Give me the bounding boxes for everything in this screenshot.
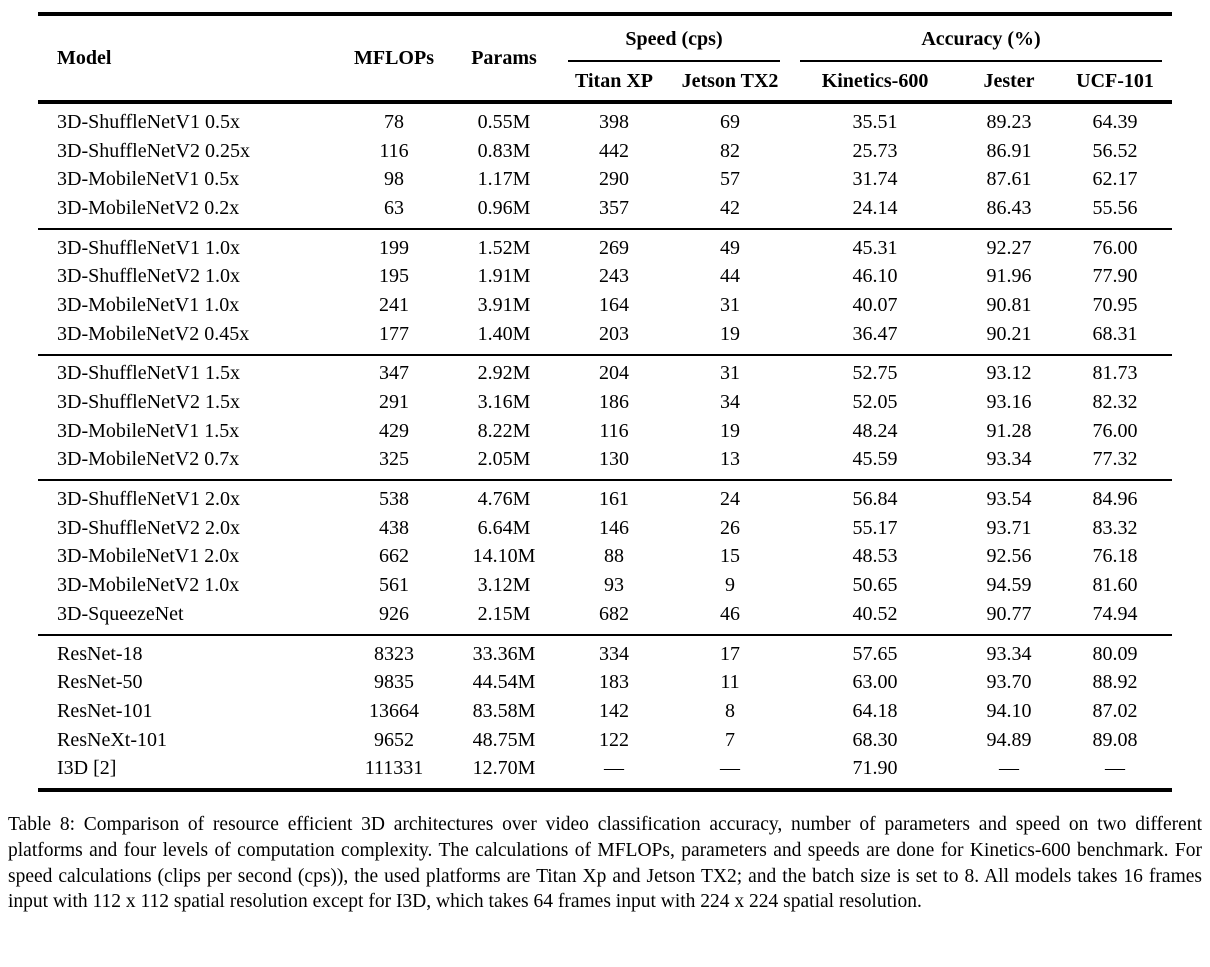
model-cell: 3D-ShuffleNetV2 0.25x (57, 139, 250, 162)
value-cell: 347 (379, 362, 409, 385)
value-cell: 86.43 (986, 196, 1032, 219)
model-cell: 3D-MobileNetV1 2.0x (57, 545, 240, 568)
value-cell: 45.59 (852, 448, 898, 471)
value-cell: 19 (720, 322, 740, 345)
value-cell: 1.40M (477, 322, 531, 345)
value-cell: 93 (604, 574, 624, 597)
row-group (38, 635, 1172, 790)
value-cell: 26 (720, 516, 740, 539)
value-cell: 63 (384, 196, 404, 219)
value-cell: 25.73 (852, 139, 898, 162)
value-cell: 241 (379, 293, 409, 316)
value-cell: 87.02 (1092, 699, 1138, 722)
value-cell: — (720, 757, 740, 780)
value-cell: 90.21 (986, 322, 1032, 345)
table-row (38, 388, 1172, 417)
model-cell: 3D-MobileNetV1 1.0x (57, 293, 240, 316)
header-group-accuracy (790, 14, 1172, 62)
value-cell: 9652 (374, 728, 414, 751)
value-cell: 88 (604, 545, 624, 568)
value-cell: 398 (599, 110, 629, 133)
value-cell: 9835 (374, 671, 414, 694)
value-cell: 3.12M (477, 574, 531, 597)
value-cell: 92.27 (986, 236, 1032, 259)
value-cell: 77.32 (1092, 448, 1138, 471)
value-cell: 93.34 (986, 448, 1032, 471)
value-cell: 68.31 (1092, 322, 1138, 345)
value-cell: 93.54 (986, 488, 1032, 511)
value-cell: 12.70M (472, 757, 536, 780)
value-cell: 2.92M (477, 362, 531, 385)
table-row (38, 600, 1172, 635)
row-group (38, 480, 1172, 634)
value-cell: 290 (599, 168, 629, 191)
table-row (38, 194, 1172, 229)
value-cell: 538 (379, 488, 409, 511)
value-cell: 36.47 (852, 322, 898, 345)
value-cell: 35.51 (852, 110, 898, 133)
model-cell: ResNet-101 (57, 699, 153, 722)
value-cell: 89.08 (1092, 728, 1138, 751)
value-cell: 82 (720, 139, 740, 162)
value-cell: 57 (720, 168, 740, 191)
value-cell: 116 (379, 139, 409, 162)
value-cell: 111331 (364, 757, 424, 780)
value-cell: 45.31 (852, 236, 898, 259)
value-cell: 6.64M (477, 516, 531, 539)
value-cell: 1.91M (477, 265, 531, 288)
model-cell: 3D-MobileNetV2 0.45x (57, 322, 250, 345)
model-cell: 3D-MobileNetV2 0.2x (57, 196, 240, 219)
table-row (38, 754, 1172, 790)
table-row (38, 726, 1172, 755)
value-cell: 24 (720, 488, 740, 511)
value-cell: 52.75 (852, 362, 898, 385)
value-cell: 0.96M (477, 196, 531, 219)
value-cell: 82.32 (1092, 391, 1138, 414)
table-row (38, 571, 1172, 600)
table-row (38, 635, 1172, 669)
value-cell: 186 (599, 391, 629, 414)
value-cell: 11 (720, 671, 740, 694)
value-cell: 91.96 (986, 265, 1032, 288)
value-cell: 42 (720, 196, 740, 219)
header-kinetics-600: Kinetics-600 (821, 69, 929, 92)
value-cell: 55.17 (852, 516, 898, 539)
value-cell: 48.53 (852, 545, 898, 568)
table-row (38, 514, 1172, 543)
header-params: Params (471, 46, 537, 69)
value-cell: 0.55M (477, 110, 531, 133)
value-cell: 17 (720, 642, 740, 665)
value-cell: 48.75M (472, 728, 536, 751)
value-cell: 76.18 (1092, 545, 1138, 568)
model-cell: 3D-MobileNetV2 0.7x (57, 448, 240, 471)
value-cell: 116 (599, 419, 629, 442)
header-ucf-101: UCF-101 (1076, 69, 1154, 92)
value-cell: 93.34 (986, 642, 1032, 665)
value-cell: 93.12 (986, 362, 1032, 385)
header-accuracy-label: Accuracy (%) (921, 27, 1041, 50)
header-mflops: MFLOPs (354, 46, 434, 69)
value-cell: — (999, 757, 1020, 780)
value-cell: 130 (599, 448, 629, 471)
value-cell: 46.10 (852, 265, 898, 288)
model-cell: 3D-ShuffleNetV1 0.5x (57, 110, 240, 133)
header-jetson-tx2: Jetson TX2 (681, 69, 779, 92)
model-cell: 3D-MobileNetV1 1.5x (57, 419, 240, 442)
value-cell: 76.00 (1092, 236, 1138, 259)
value-cell: 46 (720, 602, 740, 625)
value-cell: 90.81 (986, 293, 1032, 316)
table-row (38, 355, 1172, 389)
value-cell: 55.56 (1092, 196, 1138, 219)
model-cell: 3D-ShuffleNetV1 1.5x (57, 362, 240, 385)
value-cell: 34 (720, 391, 740, 414)
value-cell: — (1105, 757, 1126, 780)
model-cell: ResNet-50 (57, 671, 143, 694)
value-cell: 31.74 (852, 168, 898, 191)
value-cell: 15 (720, 545, 740, 568)
table-row (38, 480, 1172, 514)
value-cell: 93.16 (986, 391, 1032, 414)
value-cell: 69 (720, 110, 740, 133)
value-cell: 334 (599, 642, 629, 665)
model-cell: I3D [2] (57, 757, 117, 780)
value-cell: 48.24 (852, 419, 898, 442)
value-cell: 24.14 (852, 196, 898, 219)
value-cell: 31 (720, 293, 740, 316)
model-cell: 3D-ShuffleNetV2 2.0x (57, 516, 240, 539)
value-cell: 429 (379, 419, 409, 442)
value-cell: 93.70 (986, 671, 1032, 694)
table-row (38, 262, 1172, 291)
value-cell: 122 (599, 728, 629, 751)
value-cell: 357 (599, 196, 629, 219)
model-cell: 3D-ShuffleNetV1 2.0x (57, 488, 240, 511)
value-cell: 87.61 (986, 168, 1032, 191)
value-cell: 442 (599, 139, 629, 162)
value-cell: 682 (599, 602, 629, 625)
table-row (38, 417, 1172, 446)
value-cell: 64.39 (1092, 110, 1138, 133)
model-cell: 3D-ShuffleNetV1 1.0x (57, 236, 240, 259)
table-caption: Table 8: Comparison of resource efficient 3D architectures over video classification accuracy, number of parameters and speed on two different platforms and four levels of computation complexity. The calculations of MFLOPs, parameters and speeds are done for Kinetics-600 benchmark. For speed calculations (clips per second (cps)), the used platforms are Titan Xp and Jetson TX2; and the batch size is set to 8. All models takes 16 frames input with 112 x 112 spatial resolution except for I3D, which takes 64 frames input with 224 x 224 spatial resolution. (8, 814, 1202, 913)
value-cell: 44 (720, 265, 740, 288)
accuracy-cmidrule (800, 60, 1162, 62)
table-row (38, 668, 1172, 697)
header-group-speed (558, 14, 790, 62)
header-jester: Jester (983, 69, 1035, 92)
value-cell: 64.18 (852, 699, 898, 722)
table-row (38, 165, 1172, 194)
value-cell: 438 (379, 516, 409, 539)
value-cell: 84.96 (1092, 488, 1138, 511)
row-group (38, 355, 1172, 481)
value-cell: 3.16M (477, 391, 531, 414)
value-cell: 76.00 (1092, 419, 1138, 442)
value-cell: 9 (725, 574, 735, 597)
value-cell: 199 (379, 236, 409, 259)
value-cell: 83.58M (472, 699, 536, 722)
value-cell: 2.15M (477, 602, 531, 625)
value-cell: 91.28 (986, 419, 1032, 442)
value-cell: 204 (599, 362, 629, 385)
table-row (38, 102, 1172, 137)
value-cell: 203 (599, 322, 629, 345)
table-row (38, 229, 1172, 263)
value-cell: 77.90 (1092, 265, 1138, 288)
table-row (38, 137, 1172, 166)
value-cell: 56.84 (852, 488, 898, 511)
value-cell: 92.56 (986, 545, 1032, 568)
table-header (38, 14, 1172, 102)
value-cell: 81.73 (1092, 362, 1138, 385)
value-cell: 94.10 (986, 699, 1032, 722)
value-cell: 62.17 (1092, 168, 1138, 191)
row-group (38, 102, 1172, 229)
value-cell: 78 (384, 110, 404, 133)
value-cell: 13664 (369, 699, 419, 722)
model-cell: ResNet-18 (57, 642, 143, 665)
value-cell: 3.91M (477, 293, 531, 316)
value-cell: 44.54M (472, 671, 536, 694)
value-cell: 89.23 (986, 110, 1032, 133)
value-cell: 1.17M (477, 168, 531, 191)
value-cell: 4.76M (477, 488, 531, 511)
value-cell: 93.71 (986, 516, 1032, 539)
header-speed-label: Speed (cps) (625, 27, 723, 50)
value-cell: 94.59 (986, 574, 1032, 597)
value-cell: 243 (599, 265, 629, 288)
value-cell: 142 (599, 699, 629, 722)
table-row (38, 446, 1172, 481)
model-cell: 3D-MobileNetV1 0.5x (57, 168, 240, 191)
value-cell: 80.09 (1092, 642, 1138, 665)
value-cell: 94.89 (986, 728, 1032, 751)
value-cell: 195 (379, 265, 409, 288)
value-cell: 164 (599, 293, 629, 316)
value-cell: 88.92 (1092, 671, 1138, 694)
model-cell: ResNeXt-101 (57, 728, 167, 751)
value-cell: 8323 (374, 642, 414, 665)
table-row (38, 697, 1172, 726)
value-cell: 0.83M (477, 139, 531, 162)
value-cell: 183 (599, 671, 629, 694)
row-group (38, 229, 1172, 355)
table-row (38, 543, 1172, 572)
value-cell: 161 (599, 488, 629, 511)
model-cell: 3D-SqueezeNet (57, 602, 184, 625)
value-cell: 40.07 (852, 293, 898, 316)
value-cell: 74.94 (1092, 602, 1138, 625)
value-cell: 19 (720, 419, 740, 442)
value-cell: 33.36M (472, 642, 536, 665)
header-model: Model (57, 46, 112, 69)
value-cell: 52.05 (852, 391, 898, 414)
value-cell: 57.65 (852, 642, 898, 665)
comparison-table (38, 12, 1172, 792)
value-cell: 926 (379, 602, 409, 625)
value-cell: 86.91 (986, 139, 1032, 162)
model-cell: 3D-ShuffleNetV2 1.0x (57, 265, 240, 288)
value-cell: 71.90 (852, 757, 898, 780)
value-cell: 40.52 (852, 602, 898, 625)
value-cell: — (604, 757, 624, 780)
value-cell: 81.60 (1092, 574, 1138, 597)
value-cell: 662 (379, 545, 409, 568)
value-cell: 83.32 (1092, 516, 1138, 539)
table-row (38, 320, 1172, 355)
value-cell: 63.00 (852, 671, 898, 694)
header-titan-xp: Titan XP (575, 69, 653, 92)
model-cell: 3D-ShuffleNetV2 1.5x (57, 391, 240, 414)
value-cell: 561 (379, 574, 409, 597)
value-cell: 13 (720, 448, 740, 471)
value-cell: 98 (384, 168, 404, 191)
value-cell: 31 (720, 362, 740, 385)
value-cell: 90.77 (986, 602, 1032, 625)
value-cell: 291 (379, 391, 409, 414)
value-cell: 2.05M (477, 448, 531, 471)
value-cell: 177 (379, 322, 409, 345)
value-cell: 269 (599, 236, 629, 259)
model-cell: 3D-MobileNetV2 1.0x (57, 574, 240, 597)
value-cell: 7 (725, 728, 735, 751)
value-cell: 50.65 (852, 574, 898, 597)
value-cell: 8 (725, 699, 735, 722)
speed-cmidrule (568, 60, 780, 62)
value-cell: 14.10M (472, 545, 536, 568)
value-cell: 56.52 (1092, 139, 1138, 162)
value-cell: 68.30 (852, 728, 898, 751)
value-cell: 49 (720, 236, 740, 259)
value-cell: 146 (599, 516, 629, 539)
table-row (38, 291, 1172, 320)
value-cell: 8.22M (477, 419, 531, 442)
value-cell: 1.52M (477, 236, 531, 259)
value-cell: 70.95 (1092, 293, 1138, 316)
value-cell: 325 (379, 448, 409, 471)
